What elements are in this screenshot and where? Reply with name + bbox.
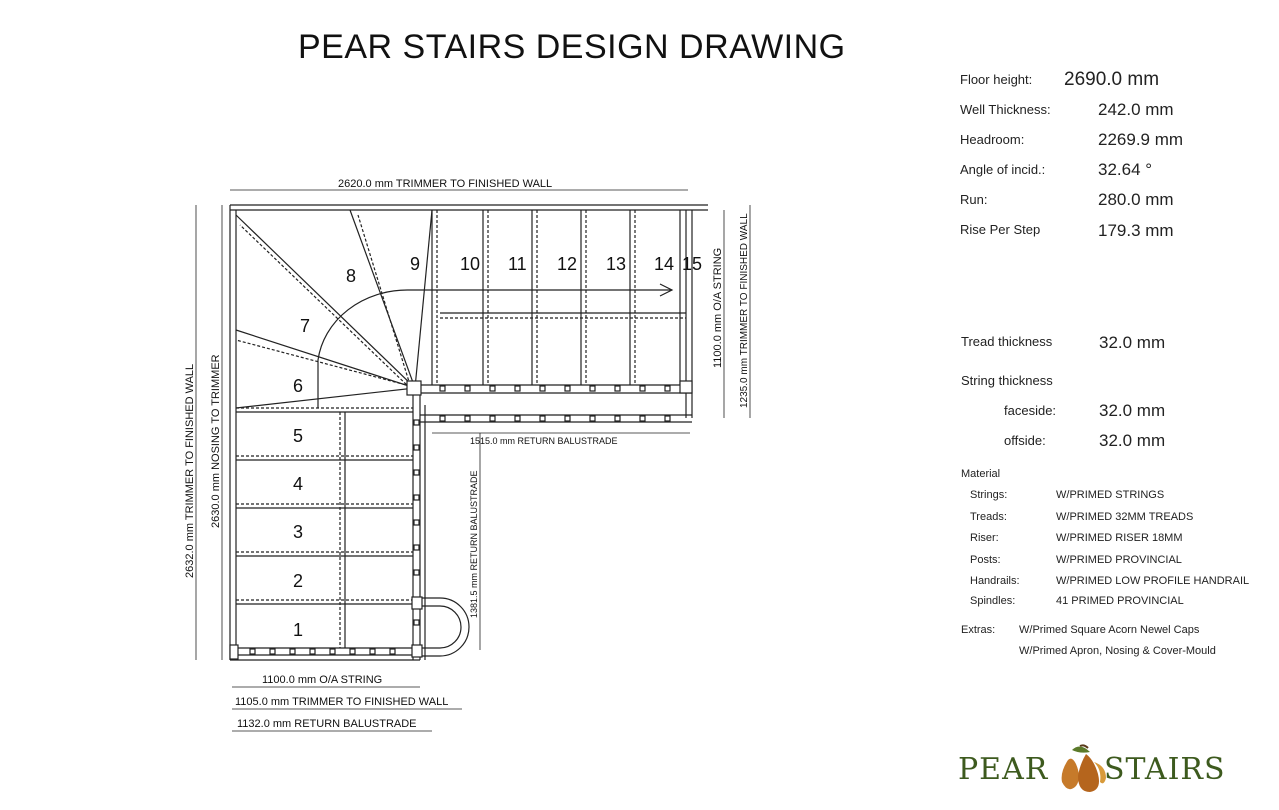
step-number: 7	[300, 316, 311, 336]
material-value: 41 PRIMED PROVINCIAL	[1056, 595, 1184, 607]
step-number: 15	[682, 254, 703, 274]
extras-item: W/Primed Apron, Nosing & Cover-Mould	[1019, 645, 1216, 657]
step-number: 6	[293, 376, 304, 396]
string-thickness-label: String thickness	[961, 373, 1053, 388]
spec-label: Floor height:	[960, 72, 1033, 87]
dim-return-vertical-label: 1381.5 mm RETURN BALUSTRADE	[469, 470, 479, 618]
material-label: Handrails:	[970, 575, 1020, 587]
spec-label: Rise Per Step	[960, 222, 1041, 237]
offside-value: 32.0 mm	[1099, 431, 1166, 450]
dim-right-inner-label: 1100.0 mm O/A STRING	[712, 247, 724, 368]
material-label: Posts:	[970, 554, 1001, 566]
step-number: 1	[293, 620, 304, 640]
spec-value: 2690.0 mm	[1064, 69, 1160, 90]
dim-left-inner-label: 2630.0 mm NOSING TO TRIMMER	[210, 354, 222, 528]
step-number: 12	[557, 254, 578, 274]
logo-text-right: STAIRS	[1104, 752, 1226, 787]
spec-value: 2269.9 mm	[1098, 130, 1184, 149]
spec-value: 242.0 mm	[1098, 100, 1174, 119]
spec-label: Angle of incid.:	[960, 162, 1046, 177]
dim-bottom-2-label: 1105.0 mm TRIMMER TO FINISHED WALL	[235, 696, 449, 708]
material-label: Spindles:	[970, 595, 1016, 607]
material-value: W/PRIMED RISER 18MM	[1056, 532, 1183, 544]
logo-text-left: PEAR	[958, 752, 1049, 787]
spec-label: Run:	[960, 192, 988, 207]
material-value: W/PRIMED PROVINCIAL	[1056, 554, 1182, 566]
step-number: 14	[654, 254, 675, 274]
dim-right-outer-label: 1235.0 mm TRIMMER TO FINISHED WALL	[739, 213, 750, 408]
material-heading: Material	[961, 468, 1001, 480]
tread-thickness-label: Tread thickness	[961, 334, 1053, 349]
faceside-value: 32.0 mm	[1099, 401, 1166, 420]
spec-value: 32.64 °	[1098, 160, 1153, 179]
step-number: 11	[508, 254, 527, 274]
tread-thickness-value: 32.0 mm	[1099, 333, 1166, 352]
spec-label: Headroom:	[960, 132, 1025, 147]
material-value: W/PRIMED STRINGS	[1056, 489, 1165, 501]
step-number: 10	[460, 254, 481, 274]
material-value: W/PRIMED 32MM TREADS	[1056, 511, 1194, 523]
step-number: 5	[293, 426, 304, 446]
pear-icon	[1050, 742, 1110, 796]
dim-top-label: 2620.0 mm TRIMMER TO FINISHED WALL	[338, 178, 553, 190]
pear-stairs-logo	[956, 742, 1226, 796]
page-title: PEAR STAIRS DESIGN DRAWING	[298, 28, 846, 66]
step-number: 4	[293, 474, 304, 494]
extras-label: Extras:	[961, 624, 996, 636]
material-label: Riser:	[970, 532, 999, 544]
step-number: 9	[410, 254, 421, 274]
spec-label: Well Thickness:	[960, 102, 1051, 117]
step-number: 13	[606, 254, 627, 274]
dim-bottom-1-label: 1100.0 mm O/A STRING	[262, 674, 383, 686]
step-number: 2	[293, 571, 304, 591]
step-number: 8	[346, 266, 357, 286]
material-value: W/PRIMED LOW PROFILE HANDRAIL	[1056, 575, 1250, 587]
step-number: 3	[293, 522, 304, 542]
dim-bottom-3-label: 1132.0 mm RETURN BALUSTRADE	[237, 718, 417, 730]
material-label: Strings:	[970, 489, 1008, 501]
dim-return-horizontal-label: 1515.0 mm RETURN BALUSTRADE	[470, 436, 618, 446]
material-label: Treads:	[970, 511, 1007, 523]
faceside-label: faceside:	[1004, 403, 1057, 418]
spec-value: 179.3 mm	[1098, 221, 1174, 240]
spec-value: 280.0 mm	[1098, 190, 1174, 209]
offside-label: offside:	[1004, 433, 1046, 448]
extras-item: W/Primed Square Acorn Newel Caps	[1019, 624, 1200, 636]
dim-left-outer-label: 2632.0 mm TRIMMER TO FINISHED WALL	[184, 363, 196, 578]
